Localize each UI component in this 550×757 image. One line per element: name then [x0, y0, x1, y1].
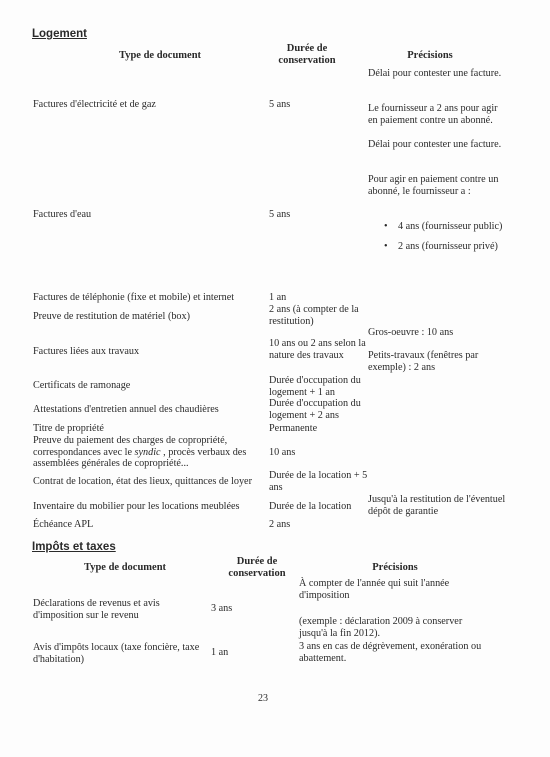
- list-item: • 4 ans (fournisseur public): [368, 221, 508, 233]
- doc-type-text: , procès verbaux des assemblées générales de copropriété...: [33, 446, 247, 469]
- doc-duree: 1 an: [269, 292, 287, 303]
- page-number: 23: [258, 693, 268, 704]
- doc-type-text: Preuve du paiement des charges de copropriété, correspondances avec le: [33, 435, 228, 458]
- doc-duree: 5 ans: [269, 99, 291, 110]
- col-header-precisions: Précisions: [372, 562, 418, 573]
- doc-type: [33, 435, 261, 470]
- doc-precision: Délai pour contester une facture.: [368, 139, 502, 150]
- col-header-precisions: Précisions: [407, 50, 453, 61]
- section-heading-impots: Impôts et taxes: [32, 541, 116, 553]
- doc-duree: 10 ans ou 2 ans selon la nature des travaux: [269, 338, 366, 361]
- doc-type: Inventaire du mobilier pour les locations meublées: [33, 501, 240, 512]
- doc-duree: 10 ans: [269, 447, 296, 458]
- col-header-type: Type de document: [118, 50, 202, 61]
- list-item: • 2 ans (fournisseur privé): [368, 241, 508, 253]
- doc-type: Factures d'électricité et de gaz: [33, 99, 156, 110]
- doc-type: Attestations d'entretien annuel des chaudières: [33, 404, 219, 415]
- doc-precision: Pour agir en paiement contre un abonné, le fournisseur a :: [368, 174, 499, 197]
- doc-type: Certificats de ramonage: [33, 380, 131, 391]
- doc-type: Échéance APL: [33, 519, 94, 530]
- doc-type: Preuve de restitution de matériel (box): [33, 311, 191, 322]
- doc-duree: Durée d'occupation du logement + 2 ans: [269, 398, 361, 421]
- doc-type: Factures d'eau: [33, 209, 92, 220]
- doc-type: Avis d'impôts locaux (taxe foncière, taxe d'habitation): [33, 642, 200, 665]
- doc-type: Factures liées aux travaux: [33, 346, 140, 357]
- doc-duree: Durée de la location + 5 ans: [269, 470, 368, 493]
- col-header-duree: Durée de conservation: [228, 556, 286, 579]
- doc-type: Factures de téléphonie (fixe et mobile) et internet: [33, 292, 235, 303]
- doc-precision: 3 ans en cas de dégrèvement, exonération ou abattement.: [299, 641, 482, 664]
- doc-precision: Jusqu'à la restitution de l'éventuel dépôt de garantie: [368, 494, 506, 517]
- col-header-duree: Durée de conservation: [278, 43, 336, 66]
- doc-precision: À compter de l'année qui suit l'année d'imposition: [299, 578, 450, 601]
- doc-duree: 5 ans: [269, 209, 291, 220]
- doc-duree: 3 ans: [211, 603, 233, 614]
- doc-duree: Durée d'occupation du logement + 1 an: [269, 375, 361, 398]
- doc-duree: 2 ans: [269, 519, 291, 530]
- doc-duree: Permanente: [269, 423, 318, 434]
- doc-type: Déclarations de revenus et avis d'imposition sur le revenu: [33, 598, 160, 621]
- doc-duree: Durée de la location: [269, 501, 352, 512]
- doc-precision: Petits-travaux (fenêtres par exemple) : 2 ans: [368, 350, 479, 373]
- doc-type: Titre de propriété: [33, 423, 104, 434]
- doc-precision: (exemple : déclaration 2009 à conserver jusqu'à la fin 2012).: [299, 616, 463, 639]
- doc-duree: 1 an: [211, 647, 229, 658]
- doc-precision: Gros-oeuvre : 10 ans: [368, 327, 454, 338]
- doc-precision: Le fournisseur a 2 ans pour agir en paiement contre un abonné.: [368, 103, 498, 126]
- doc-precision: Délai pour contester une facture.: [368, 68, 502, 79]
- doc-type-italic: syndic: [134, 446, 161, 458]
- col-header-type: Type de document: [83, 562, 167, 573]
- doc-precision-list: [368, 221, 508, 260]
- section-heading-logement: Logement: [32, 28, 87, 40]
- doc-type: Contrat de location, état des lieux, quittances de loyer: [33, 476, 252, 487]
- doc-duree: 2 ans (à compter de la restitution): [269, 304, 359, 327]
